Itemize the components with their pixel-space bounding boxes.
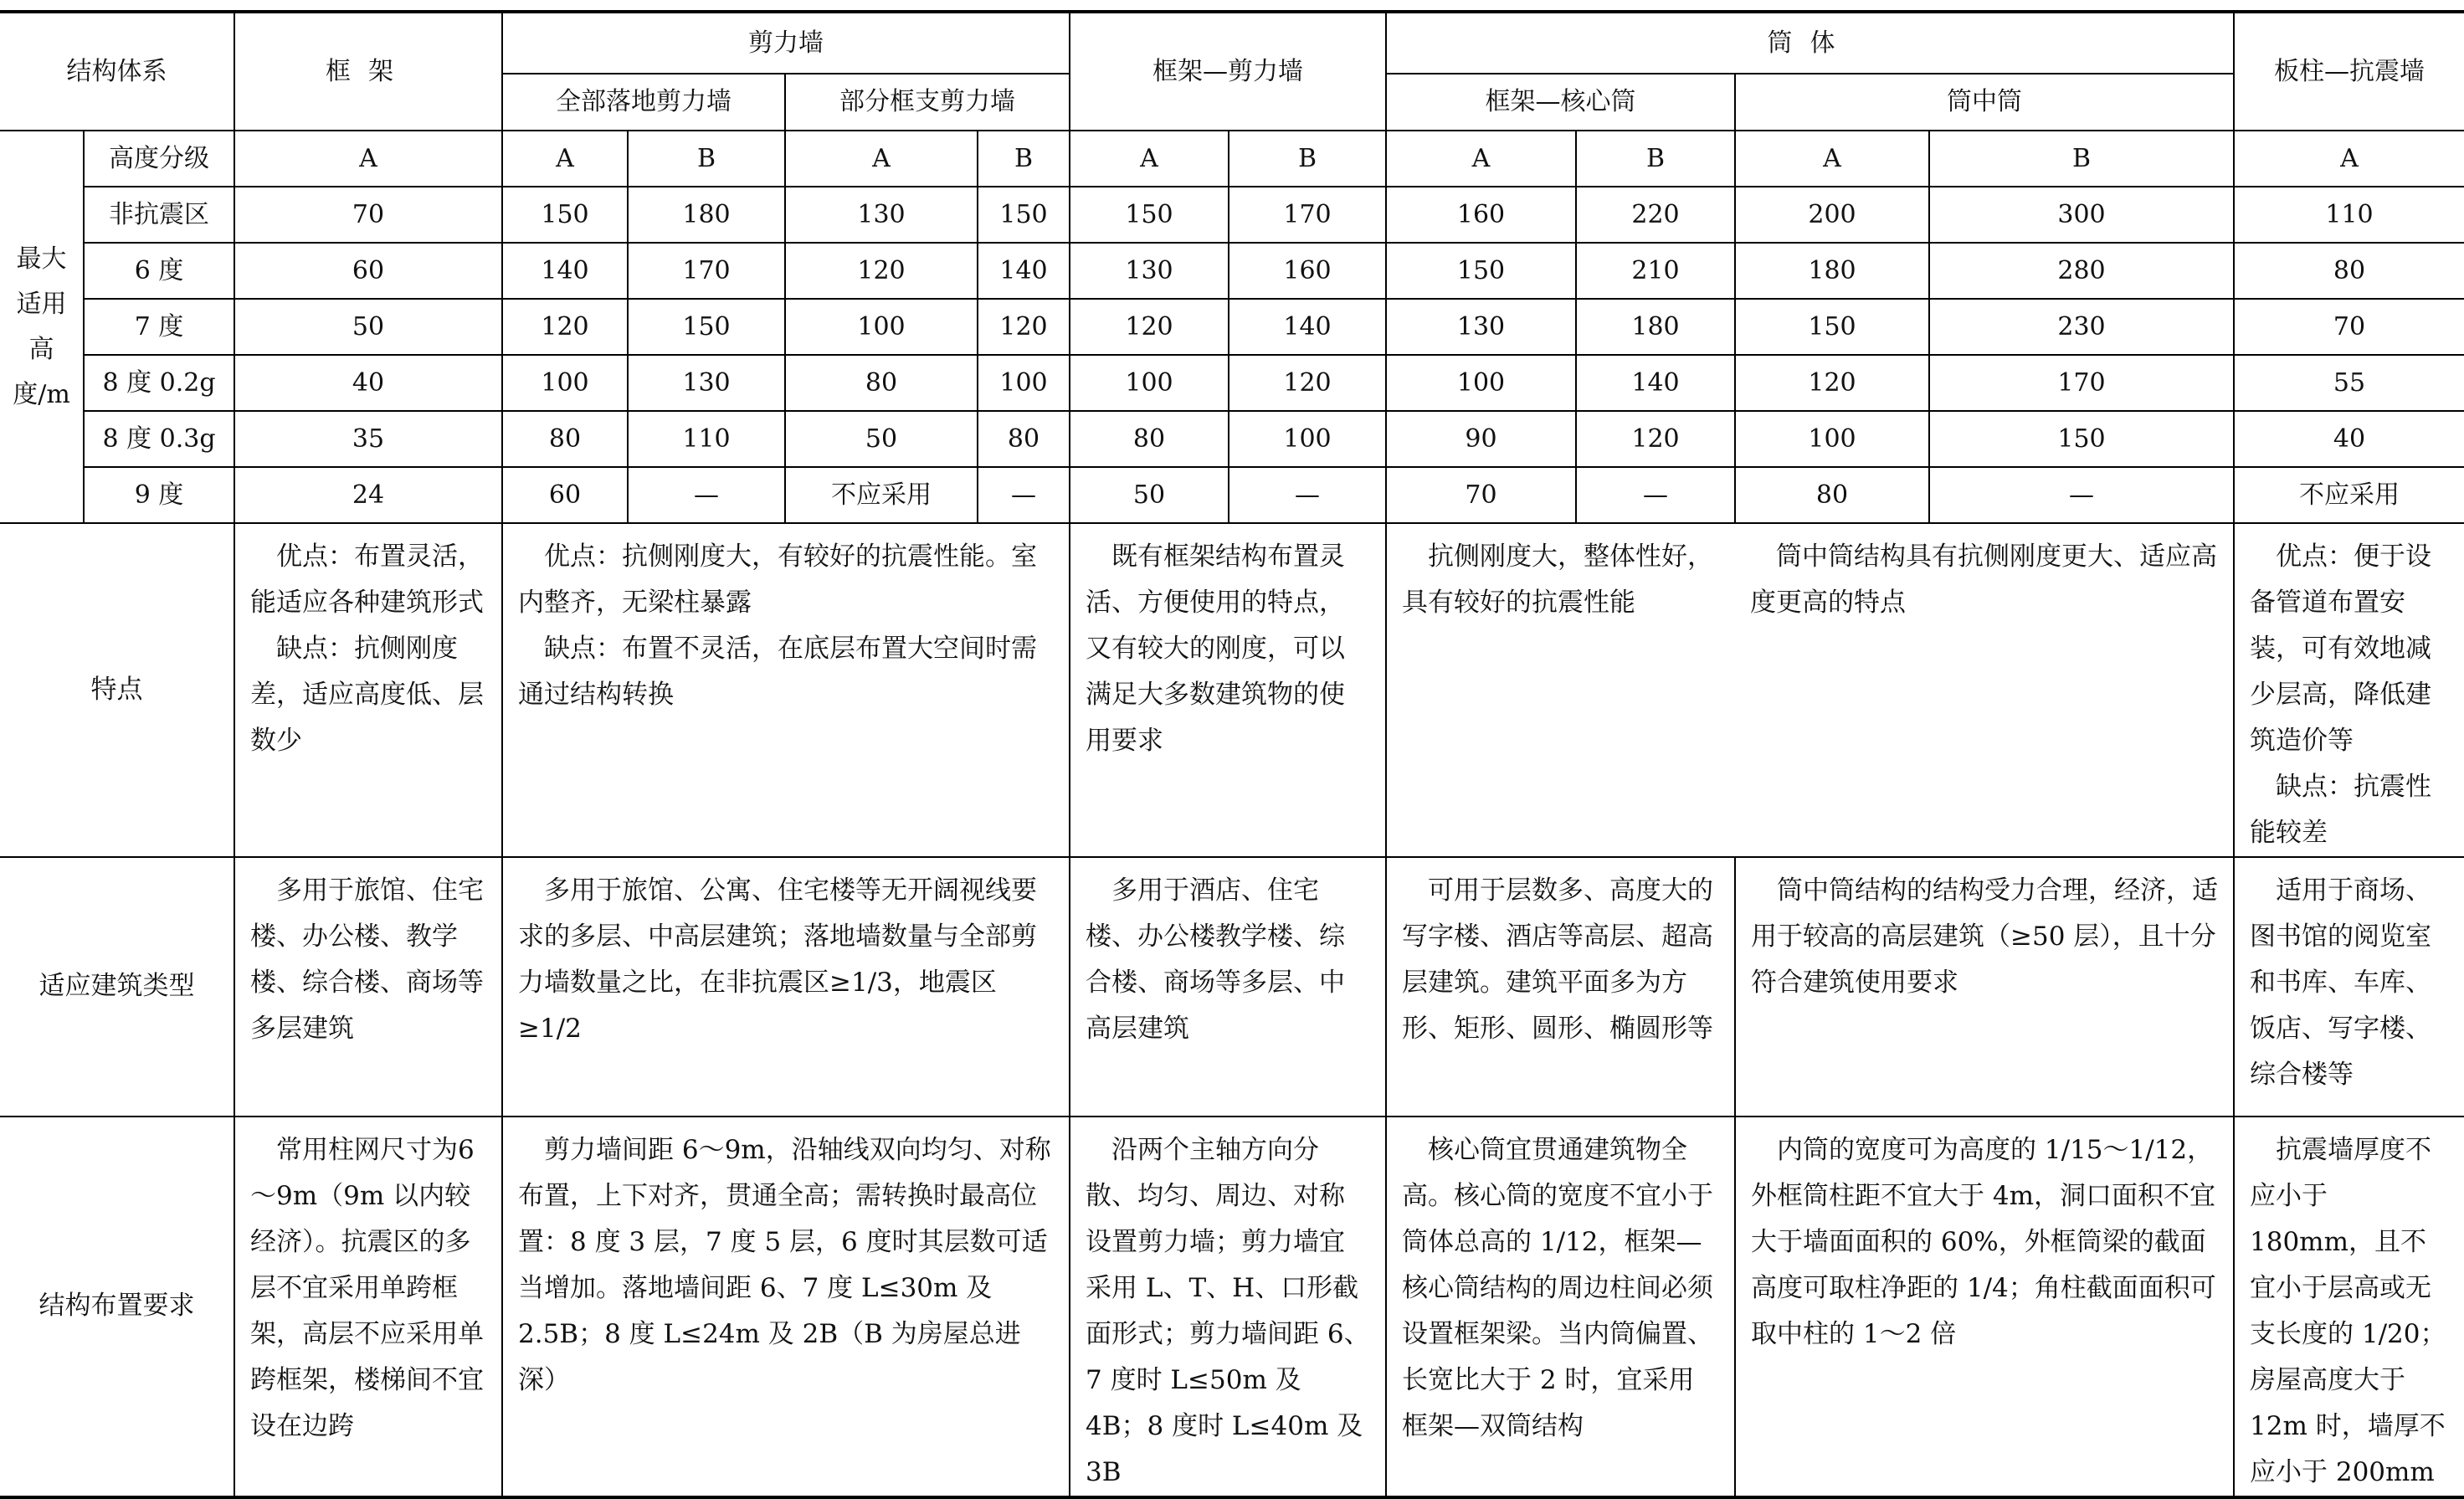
table-cell: 130 (628, 355, 785, 411)
table-cell: 150 (1386, 243, 1576, 299)
table-cell: 24 (234, 467, 502, 523)
building-types-shear-wall: 多用于旅馆、公寓、住宅楼等无开阔视线要求的多层、中高层建筑；落地墙数量与全部剪力墙数量之比，在非抗震区≥1/3，地震区≥1/2 (502, 857, 1070, 1117)
table-cell: 70 (1386, 467, 1576, 523)
header-full-wall: 全部落地剪力墙 (502, 74, 785, 131)
header-frame-wall: 框架—剪力墙 (1070, 12, 1386, 131)
table-cell: 140 (1229, 299, 1386, 355)
table-cell: — (1229, 467, 1386, 523)
table-cell: 120 (785, 243, 978, 299)
table-cell: 150 (502, 187, 628, 243)
features-frame-core: 抗侧刚度大，整体性好，具有较好的抗震性能 (1386, 523, 1735, 857)
features-slab-column: 优点：便于设备管道布置安装，可有效地减少层高，降低建筑造价等 缺点：抗震性能较差 (2234, 523, 2464, 857)
table-cell: A (1735, 131, 1929, 187)
table-cell: 150 (978, 187, 1070, 243)
table-cell: 200 (1735, 187, 1929, 243)
table-cell: B (1929, 131, 2234, 187)
table-cell: A (2234, 131, 2464, 187)
table-cell: 120 (1576, 411, 1735, 467)
table-cell: 280 (1929, 243, 2234, 299)
building-types-frame-core: 可用于层数多、高度大的写字楼、酒店等高层、超高层建筑。建筑平面多为方形、矩形、圆形、椭圆形等 (1386, 857, 1735, 1117)
table-cell: 130 (1070, 243, 1229, 299)
layout-requirements-frame-wall: 沿两个主轴方向分散、均匀、周边、对称设置剪力墙；剪力墙宜采用 L、T、H、口形截面形式；剪力墙间距 6、7 度时 L≤50m 及 4B；8 度时 L≤40m 及 3B (1070, 1117, 1386, 1497)
height-row (0, 299, 2464, 355)
layout-requirements-frame-core: 核心筒宜贯通建筑物全高。核心筒的宽度不宜小于筒体总高的 1/12，框架—核心筒结构的周边柱间必须设置框架梁。当内筒偏置、长宽比大于 2 时，宜采用框架—双筒结构 (1386, 1117, 1735, 1497)
table-cell: 90 (1386, 411, 1576, 467)
features-label: 特点 (0, 523, 234, 857)
features-frame-wall: 既有框架结构布置灵活、方便使用的特点，又有较大的刚度，可以满足大多数建筑物的使用要求 (1070, 523, 1386, 857)
height-row-label: 9 度 (84, 467, 234, 523)
height-row (0, 243, 2464, 299)
table-cell: 120 (1735, 355, 1929, 411)
features-frame: 优点：布置灵活，能适应各种建筑形式 缺点：抗侧刚度差，适应高度低、层数少 (234, 523, 502, 857)
table-cell: 120 (1070, 299, 1229, 355)
max-height-label: 最大适用高度/m (0, 131, 84, 523)
table-cell: 170 (1229, 187, 1386, 243)
layout-requirements-row (0, 1117, 2464, 1497)
table-cell: 180 (1576, 299, 1735, 355)
table-cell: 140 (978, 243, 1070, 299)
building-types-label: 适应建筑类型 (0, 857, 234, 1117)
table-cell: — (628, 467, 785, 523)
table-cell: 80 (1070, 411, 1229, 467)
height-row (0, 411, 2464, 467)
height-row-label: 6 度 (84, 243, 234, 299)
height-row-label: 8 度 0.3g (84, 411, 234, 467)
table-cell: 300 (1929, 187, 2234, 243)
table-cell: 80 (2234, 243, 2464, 299)
height-row-9 (0, 467, 2464, 523)
table-cell: 100 (978, 355, 1070, 411)
table-cell: 70 (2234, 299, 2464, 355)
table-cell: 210 (1576, 243, 1735, 299)
building-types-frame: 多用于旅馆、住宅楼、办公楼、教学楼、综合楼、商场等多层建筑 (234, 857, 502, 1117)
table-cell: 150 (1735, 299, 1929, 355)
layout-requirements-tube-in-tube: 内筒的宽度可为高度的 1/15～1/12，外框筒柱距不宜大于 4m，洞口面积不宜大于墙面面积的 60%，外框筒梁的截面高度可取柱净距的 1/4；角柱截面面积可取中柱的 1～2 倍 (1735, 1117, 2234, 1497)
header-shear-wall: 剪力墙 (502, 12, 1070, 74)
layout-requirements-label: 结构布置要求 (0, 1117, 234, 1497)
table-cell: 130 (785, 187, 978, 243)
table-cell: 50 (234, 299, 502, 355)
table-cell: B (1229, 131, 1386, 187)
table-cell: A (234, 131, 502, 187)
layout-requirements-slab-column: 抗震墙厚度不应小于 180mm，且不宜小于层高或无支长度的 1/20；房屋高度大于 12m 时，墙厚不应小于 200mm (2234, 1117, 2464, 1497)
building-types-tube-in-tube: 筒中筒结构的结构受力合理，经济，适用于较高的高层建筑（≥50 层），且十分符合建筑使用要求 (1735, 857, 2234, 1117)
table-cell: 170 (1929, 355, 2234, 411)
table-cell: — (978, 467, 1070, 523)
table-cell: 120 (978, 299, 1070, 355)
header-slab-column: 板柱—抗震墙 (2234, 12, 2464, 131)
height-row (0, 131, 2464, 187)
layout-requirements-frame: 常用柱网尺寸为6～9m（9m 以内较经济）。抗震区的多层不宜采用单跨框架，高层不应采用单跨框架，楼梯间不宜设在边跨 (234, 1117, 502, 1497)
table-cell: 100 (1229, 411, 1386, 467)
table-cell: 110 (2234, 187, 2464, 243)
building-types-row (0, 857, 2464, 1117)
table-cell: 80 (785, 355, 978, 411)
header-system: 结构体系 (0, 12, 234, 131)
table-cell: 100 (1070, 355, 1229, 411)
height-row-label: 8 度 0.2g (84, 355, 234, 411)
header-frame: 框架 (234, 12, 502, 131)
height-row-label: 7 度 (84, 299, 234, 355)
table-cell: 180 (628, 187, 785, 243)
header-row-1 (0, 12, 2464, 74)
table-cell: 100 (1386, 355, 1576, 411)
table-cell: — (1929, 467, 2234, 523)
table-cell: 40 (2234, 411, 2464, 467)
table-cell: 150 (628, 299, 785, 355)
table-cell: 不应采用 (785, 467, 978, 523)
table-cell: 40 (234, 355, 502, 411)
table-cell: 60 (502, 467, 628, 523)
table-cell: 140 (502, 243, 628, 299)
table-cell: 100 (785, 299, 978, 355)
table-cell: 130 (1386, 299, 1576, 355)
table-cell: 120 (1229, 355, 1386, 411)
table-cell: 230 (1929, 299, 2234, 355)
table-cell: 80 (978, 411, 1070, 467)
height-row-label: 高度分级 (84, 131, 234, 187)
table-cell: 160 (1229, 243, 1386, 299)
table-cell: 160 (1386, 187, 1576, 243)
header-tube: 筒体 (1386, 12, 2234, 74)
table-cell: 150 (1929, 411, 2234, 467)
table-cell: 140 (1576, 355, 1735, 411)
structure-system-table (0, 10, 2464, 1499)
building-types-frame-wall: 多用于酒店、住宅楼、办公楼教学楼、综合楼、商场等多层、中高层建筑 (1070, 857, 1386, 1117)
table-cell: A (1386, 131, 1576, 187)
height-row (0, 187, 2464, 243)
building-types-slab-column: 适用于商场、图书馆的阅览室和书库、车库、饭店、写字楼、综合楼等 (2234, 857, 2464, 1117)
table-cell: 220 (1576, 187, 1735, 243)
table-cell: 120 (502, 299, 628, 355)
table-cell: A (1070, 131, 1229, 187)
header-frame-core: 框架—核心筒 (1386, 74, 1735, 131)
table-cell: A (785, 131, 978, 187)
features-shear-wall: 优点：抗侧刚度大，有较好的抗震性能。室内整齐，无梁柱暴露 缺点：布置不灵活，在底层布置大空间时需通过结构转换 (502, 523, 1070, 857)
table-cell: 55 (2234, 355, 2464, 411)
table-cell: 110 (628, 411, 785, 467)
table-cell: 70 (234, 187, 502, 243)
layout-requirements-shear-wall: 剪力墙间距 6～9m，沿轴线双向均匀、对称布置，上下对齐，贯通全高；需转换时最高位置：8 度 3 层，7 度 5 层，6 度时其层数可适当增加。落地墙间距 6、7 度 L≤30m 及 2.5B；8 度 L≤24m 及 2B（B 为房屋总进深） (502, 1117, 1070, 1497)
table-cell: 不应采用 (2234, 467, 2464, 523)
table-cell: 35 (234, 411, 502, 467)
table-cell: 170 (628, 243, 785, 299)
table-cell: B (628, 131, 785, 187)
table-cell: B (1576, 131, 1735, 187)
height-row (0, 355, 2464, 411)
features-row (0, 523, 2464, 857)
height-row-label: 非抗震区 (84, 187, 234, 243)
features-tube-in-tube: 筒中筒结构具有抗侧刚度更大、适应高度更高的特点 (1735, 523, 2234, 857)
header-partial-wall: 部分框支剪力墙 (785, 74, 1070, 131)
table-cell: — (1576, 467, 1735, 523)
table-cell: 80 (502, 411, 628, 467)
table-cell: 80 (1735, 467, 1929, 523)
table-cell: 50 (1070, 467, 1229, 523)
table-cell: 50 (785, 411, 978, 467)
table-cell: 60 (234, 243, 502, 299)
table-cell: 100 (502, 355, 628, 411)
table-cell: 100 (1735, 411, 1929, 467)
table-cell: A (502, 131, 628, 187)
header-tube-in-tube: 筒中筒 (1735, 74, 2234, 131)
table-cell: 150 (1070, 187, 1229, 243)
table-cell: 180 (1735, 243, 1929, 299)
table-cell: B (978, 131, 1070, 187)
